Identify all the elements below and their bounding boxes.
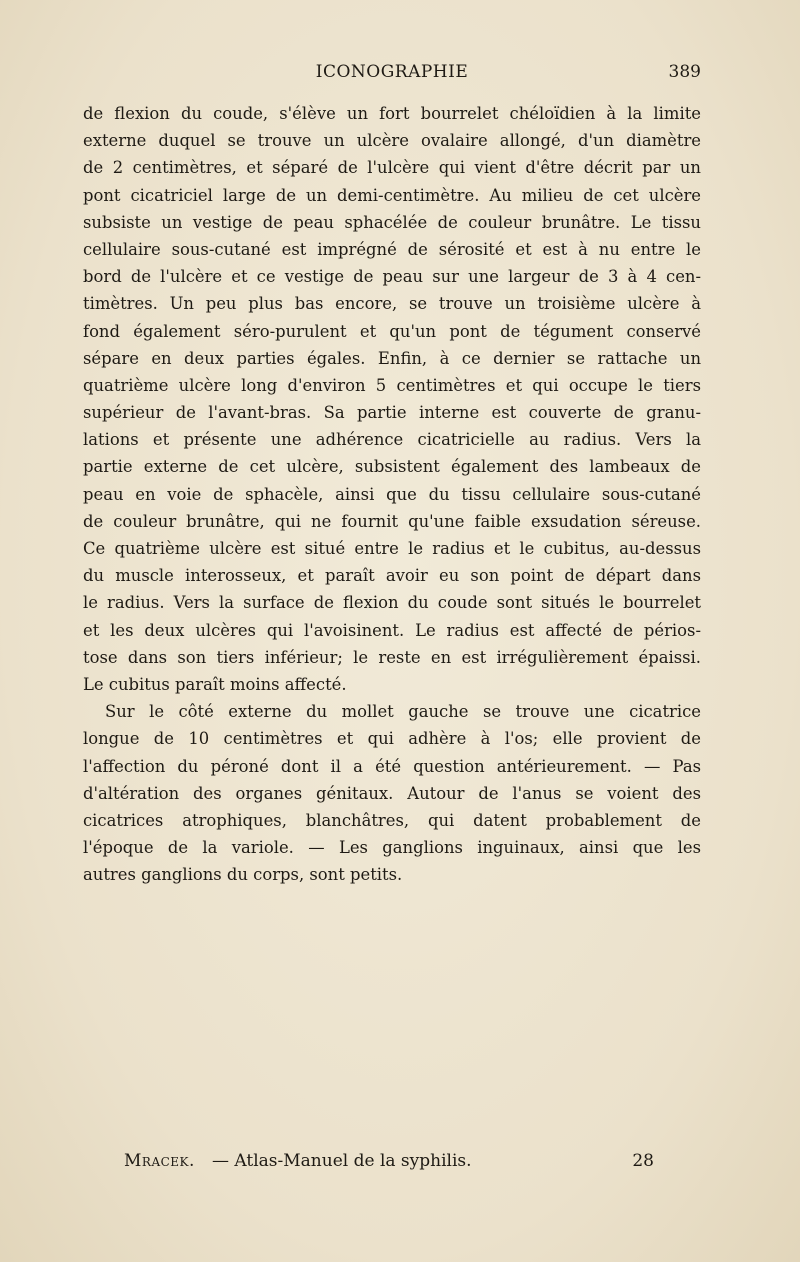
text-line: de 2 centimètres, et séparé de l'ulcère qui vient d'être décrit par un <box>83 158 701 178</box>
text-line: et les deux ulcères qui l'avoisinent. Le radius est affecté de périos- <box>83 620 701 640</box>
text-line: Le cubitus paraît moins affecté. <box>83 674 347 694</box>
text-line: Sur le côté externe du mollet gauche se trouve une cicatrice <box>105 702 701 722</box>
text-line: cellulaire sous-cutané est imprégné de sérosité et est à nu entre le <box>83 239 701 259</box>
text-line: sépare en deux parties égales. Enfin, à ce dernier se rattache un <box>83 348 701 368</box>
paragraph <box>83 698 701 888</box>
text-line: le radius. Vers la surface de flexion du coude sont situés le bourrelet <box>83 593 701 613</box>
running-title: ICONOGRAPHIE <box>315 62 469 82</box>
text-line: du muscle interosseux, et paraît avoir eu son point de départ dans <box>83 566 701 586</box>
footer-title: — Atlas-Manuel de la syphilis. <box>212 1151 472 1171</box>
footer-author: Mracek. <box>124 1151 195 1171</box>
text-line: de flexion du coude, s'élève un fort bourrelet chéloïdien à la limite <box>83 104 701 123</box>
text-line: supérieur de l'avant-bras. Sa partie interne est couverte de granu- <box>83 403 701 423</box>
text-line: peau en voie de sphacèle, ainsi que du tissu cellulaire sous-cutané <box>83 484 701 504</box>
text-line: quatrième ulcère long d'environ 5 centimètres et qui occupe le tiers <box>83 375 701 395</box>
page-number: 389 <box>668 62 701 82</box>
paragraph <box>83 100 701 698</box>
text-line: subsiste un vestige de peau sphacélée de couleur brunâtre. Le tissu <box>83 212 701 232</box>
text-line: fond également séro-purulent et qu'un pont de tégument conservé <box>83 321 701 341</box>
running-header <box>83 62 701 92</box>
text-line: cicatrices atrophiques, blanchâtres, qui datent probablement de <box>83 810 701 830</box>
text-line: l'époque de la variole. — Les ganglions inguinaux, ainsi que les <box>83 838 701 858</box>
text-line: tose dans son tiers inférieur; le reste en est irrégulièrement épaissi. <box>83 647 701 667</box>
text-line: de couleur brunâtre, qui ne fournit qu'une faible exsudation séreuse. <box>83 511 701 531</box>
signature-mark: 28 <box>632 1151 654 1171</box>
text-line: partie externe de cet ulcère, subsistent également des lambeaux de <box>83 457 701 477</box>
text-line: externe duquel se trouve un ulcère ovalaire allongé, d'un diamètre <box>83 131 701 151</box>
text-line: autres ganglions du corps, sont petits. <box>83 865 403 885</box>
text-line: d'altération des organes génitaux. Autour de l'anus se voient des <box>83 783 701 803</box>
text-line: longue de 10 centimètres et qui adhère à l'os; elle provient de <box>83 729 701 749</box>
text-line: l'affection du péroné dont il a été question antérieurement. — Pas <box>83 756 701 776</box>
body-text <box>83 100 701 888</box>
text-line: Ce quatrième ulcère est situé entre le radius et le cubitus, au-dessus <box>83 539 701 558</box>
page-footer <box>124 1151 654 1181</box>
text-line: bord de l'ulcère et ce vestige de peau sur une largeur de 3 à 4 cen- <box>83 267 701 287</box>
text-line: pont cicatriciel large de un demi-centimètre. Au milieu de cet ulcère <box>83 185 701 205</box>
text-line: lations et présente une adhérence cicatricielle au radius. Vers la <box>83 430 701 450</box>
text-line: timètres. Un peu plus bas encore, se trouve un troisième ulcère à <box>83 294 701 314</box>
